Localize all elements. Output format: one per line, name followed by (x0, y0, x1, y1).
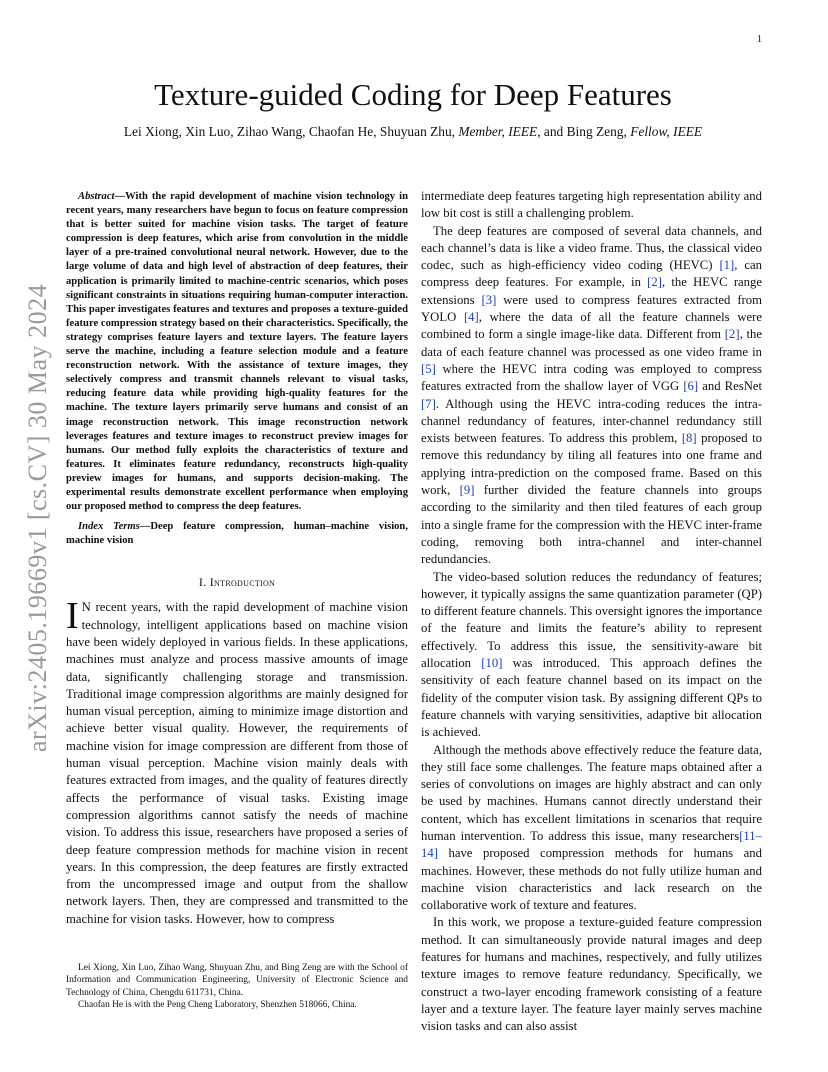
citation-link[interactable]: [7] (421, 396, 436, 411)
citation-link[interactable]: [2] (647, 275, 662, 290)
citation-link[interactable]: [6] (683, 379, 699, 394)
text-span: , the HEVC range extensions (421, 275, 762, 307)
text-span: , where the data of all the feature channels were combined to form a single image-like data. Different from (421, 310, 762, 342)
citation-link[interactable]: [3] (481, 292, 497, 307)
footnotes (66, 962, 408, 1012)
member-affix: Member, IEEE (458, 124, 538, 139)
text-span: , can compress deep features. For example, in (421, 258, 762, 290)
paragraph-continued: intermediate deep features targeting high representation ability and low bit cost is still a challenging problem. (421, 189, 762, 221)
citation-link[interactable]: [11–14] (421, 828, 762, 861)
author-list (60, 123, 766, 140)
footnote-affiliation-2: Chaofan He is with the Peng Cheng Laboratory, Shenzhen 518066, China. (78, 1000, 357, 1011)
text-span: have proposed compression methods for humans and machines. However, these methods do not fully utilize human and machine vision characteristics and lack research on the collaborative work of texture and features. (421, 846, 762, 913)
intro-text: N recent years, with the rapid development of machine vision technology, intelligent applications based on machine vision have been widely deployed in various fields. In these applications, machines must analyze and process massive amounts of image data, significantly challenging storage and transmission. Traditional image compression algorithms are mainly designed for human visual perception, aiming to minimize image distortion and achieve better visual quality. However, the requirements of machine vision for image compression are different from those of human visual perception. Machine vision mainly deals with features extracted from images, and the quality of features directly affects the performance of visual tasks. Existing image compression algorithms cannot satisfy the needs of machine vision. To address this issue, researchers have proposed a series of deep feature compression methods for machine vision in recent years. In this compression, the deep features are firstly extracted from the uncompressed image and output from the shallow network layers. Then, they are compressed and transmitted to the machine for vision tasks. However, how to compress (66, 600, 408, 926)
text-span: Although the methods above effectively reduce the feature data, they still face some challenges. The feature maps obtained after a series of convolutions on images are highly abstract and can only be used by machines. Humans cannot directly understand their content, which has excellent limitations in scenarios that require human intervention. To address this issue, many researchers (421, 742, 762, 843)
citation-link[interactable]: [4] (463, 310, 479, 325)
text-span: . Although using the HEVC intra-coding reduces the intra-channel redundancy of features, inter-channel redundancy still exists between features. To address this problem, (421, 396, 762, 446)
text-span: The video-based solution reduces the redundancy of features; however, it typically assigns the same quantization parameter (QP) to different feature channels. This oversight ignores the importance of the feature and limits the feature’s ability to represent effectively. To address this issue, the sensitivity-aware bit allocation (421, 569, 762, 671)
citation-link[interactable]: [8] (681, 431, 697, 446)
arxiv-identifier[interactable] (22, 278, 54, 758)
author-last: , and Bing Zeng, (537, 124, 627, 139)
text-span: further divided the feature channels into groups according to the similarity and then tiled features of each group into a single frame for the compression with the HEVC inter-frame coding, removing both intra-channel and inter-channel redundancies. (421, 483, 762, 567)
drop-cap: I (66, 595, 79, 638)
intro-paragraph (66, 595, 408, 928)
section-title: Introduction (209, 575, 276, 590)
paragraph-proposal: In this work, we propose a texture-guided feature compression method. It can simultaneously provide natural images and deep features for humans and machines, respectively, and fully utilizes texture images to remove feature redundancy. Specifically, we construct a two-layer encoding framework consisting of a feature layer and a texture layer. The feature layer mainly serves machine vision tasks and can also assist (421, 915, 762, 1034)
abstract-lead: Abstract (78, 191, 115, 202)
paragraph-challenges (421, 742, 762, 915)
text-span: , the data of each feature channel was processed as one video frame in (421, 327, 762, 359)
index-terms-text: —Deep feature compression, human–machine vision, machine vision (66, 521, 408, 547)
text-span: was introduced. This approach defines the sensitivity of each feature channel based on its impact on the fidelity of the computer vision task. By assigning different QPs to feature channels with varying sensitivities, adaptive bit allocation is achieved. (421, 656, 762, 740)
citation-link[interactable]: [2] (724, 327, 740, 342)
abstract-text: —With the rapid development of machine vision technology in recent years, many researchers have begun to focus on feature compression that is better suited for machine vision tasks. The target of feature compression is deep features, which arise from convolution in the middle layer of a pre-trained convolutional neural network. However, due to the large volume of data and high level of abstraction of deep features, their application is primarily limited to machine-centric scenarios, which poses significant constraints in situations requiring human-computer interaction. This paper investigates features and textures and proposes a texture-guided feature compression strategy based on their characteristics. Specifically, the strategy comprises feature layers and texture layers. The feature layers serve the machine, including a feature selection module and a feature reconstruction network. With the assistance of texture images, they selectively compress and transmit channels relevant to visual tasks, reducing feature data while providing high-quality features for the machine. The texture layers primarily serve humans and consist of an image reconstruction network. This image reconstruction network leverages features and texture images to reconstruct preview images for humans. Our method fully exploits the characteristics of texture and features. It eliminates feature redundancy, reconstructs high-quality preview images for humans, and supports decision-making. The experimental results demonstrate excellent performance when employing our proposed method to compress the deep features. (66, 191, 408, 513)
section-numeral: I. (198, 575, 210, 590)
footnote-affiliation: Lei Xiong, Xin Luo, Zihao Wang, Shuyuan Zhu, and Bing Zeng are with the School of Information and Communication Engineering, University of Electronic Science and Technology of China, Chengdu 611731, China. (66, 963, 408, 998)
fellow-affix: Fellow, IEEE (630, 124, 703, 139)
paragraph-bit-allocation (421, 569, 762, 742)
right-column (421, 188, 762, 1036)
index-terms (66, 520, 408, 548)
index-terms-lead: Index Terms (78, 521, 140, 533)
text-span: were used to compress features extracted from YOLO (421, 292, 762, 325)
text-span: proposed to remove this redundancy by tiling all features into one frame and applying intra-prediction on the composed frame. Based on this work, (421, 431, 762, 498)
abstract (66, 190, 408, 514)
paragraph-video-codec (421, 223, 762, 569)
text-span: and ResNet (698, 379, 763, 394)
citation-link[interactable]: [5] (421, 361, 436, 376)
citation-link[interactable]: [10] (481, 656, 503, 671)
paper-title: Texture-guided Coding for Deep Features (154, 77, 672, 112)
page-number: 1 (757, 34, 762, 45)
left-column (66, 190, 408, 928)
citation-link[interactable]: [9] (459, 483, 475, 498)
author-names: Lei Xiong, Xin Luo, Zihao Wang, Chaofan He, Shuyuan Zhu, (123, 124, 456, 139)
arxiv-identifier-text: arXiv:2405.19669v1 [cs.CV] 30 May 2024 (23, 283, 52, 753)
citation-link[interactable]: [1] (719, 258, 735, 273)
section-heading-introduction (66, 575, 408, 590)
text-span: where the HEVC intra coding was employed to compress features extracted from the shallow layer of VGG (421, 361, 762, 394)
text-span: The deep features are composed of several data channels, and each channel’s data is like a video frame. Thus, the classical video codec, such as high-efficiency video coding (HEVC) (421, 223, 762, 273)
